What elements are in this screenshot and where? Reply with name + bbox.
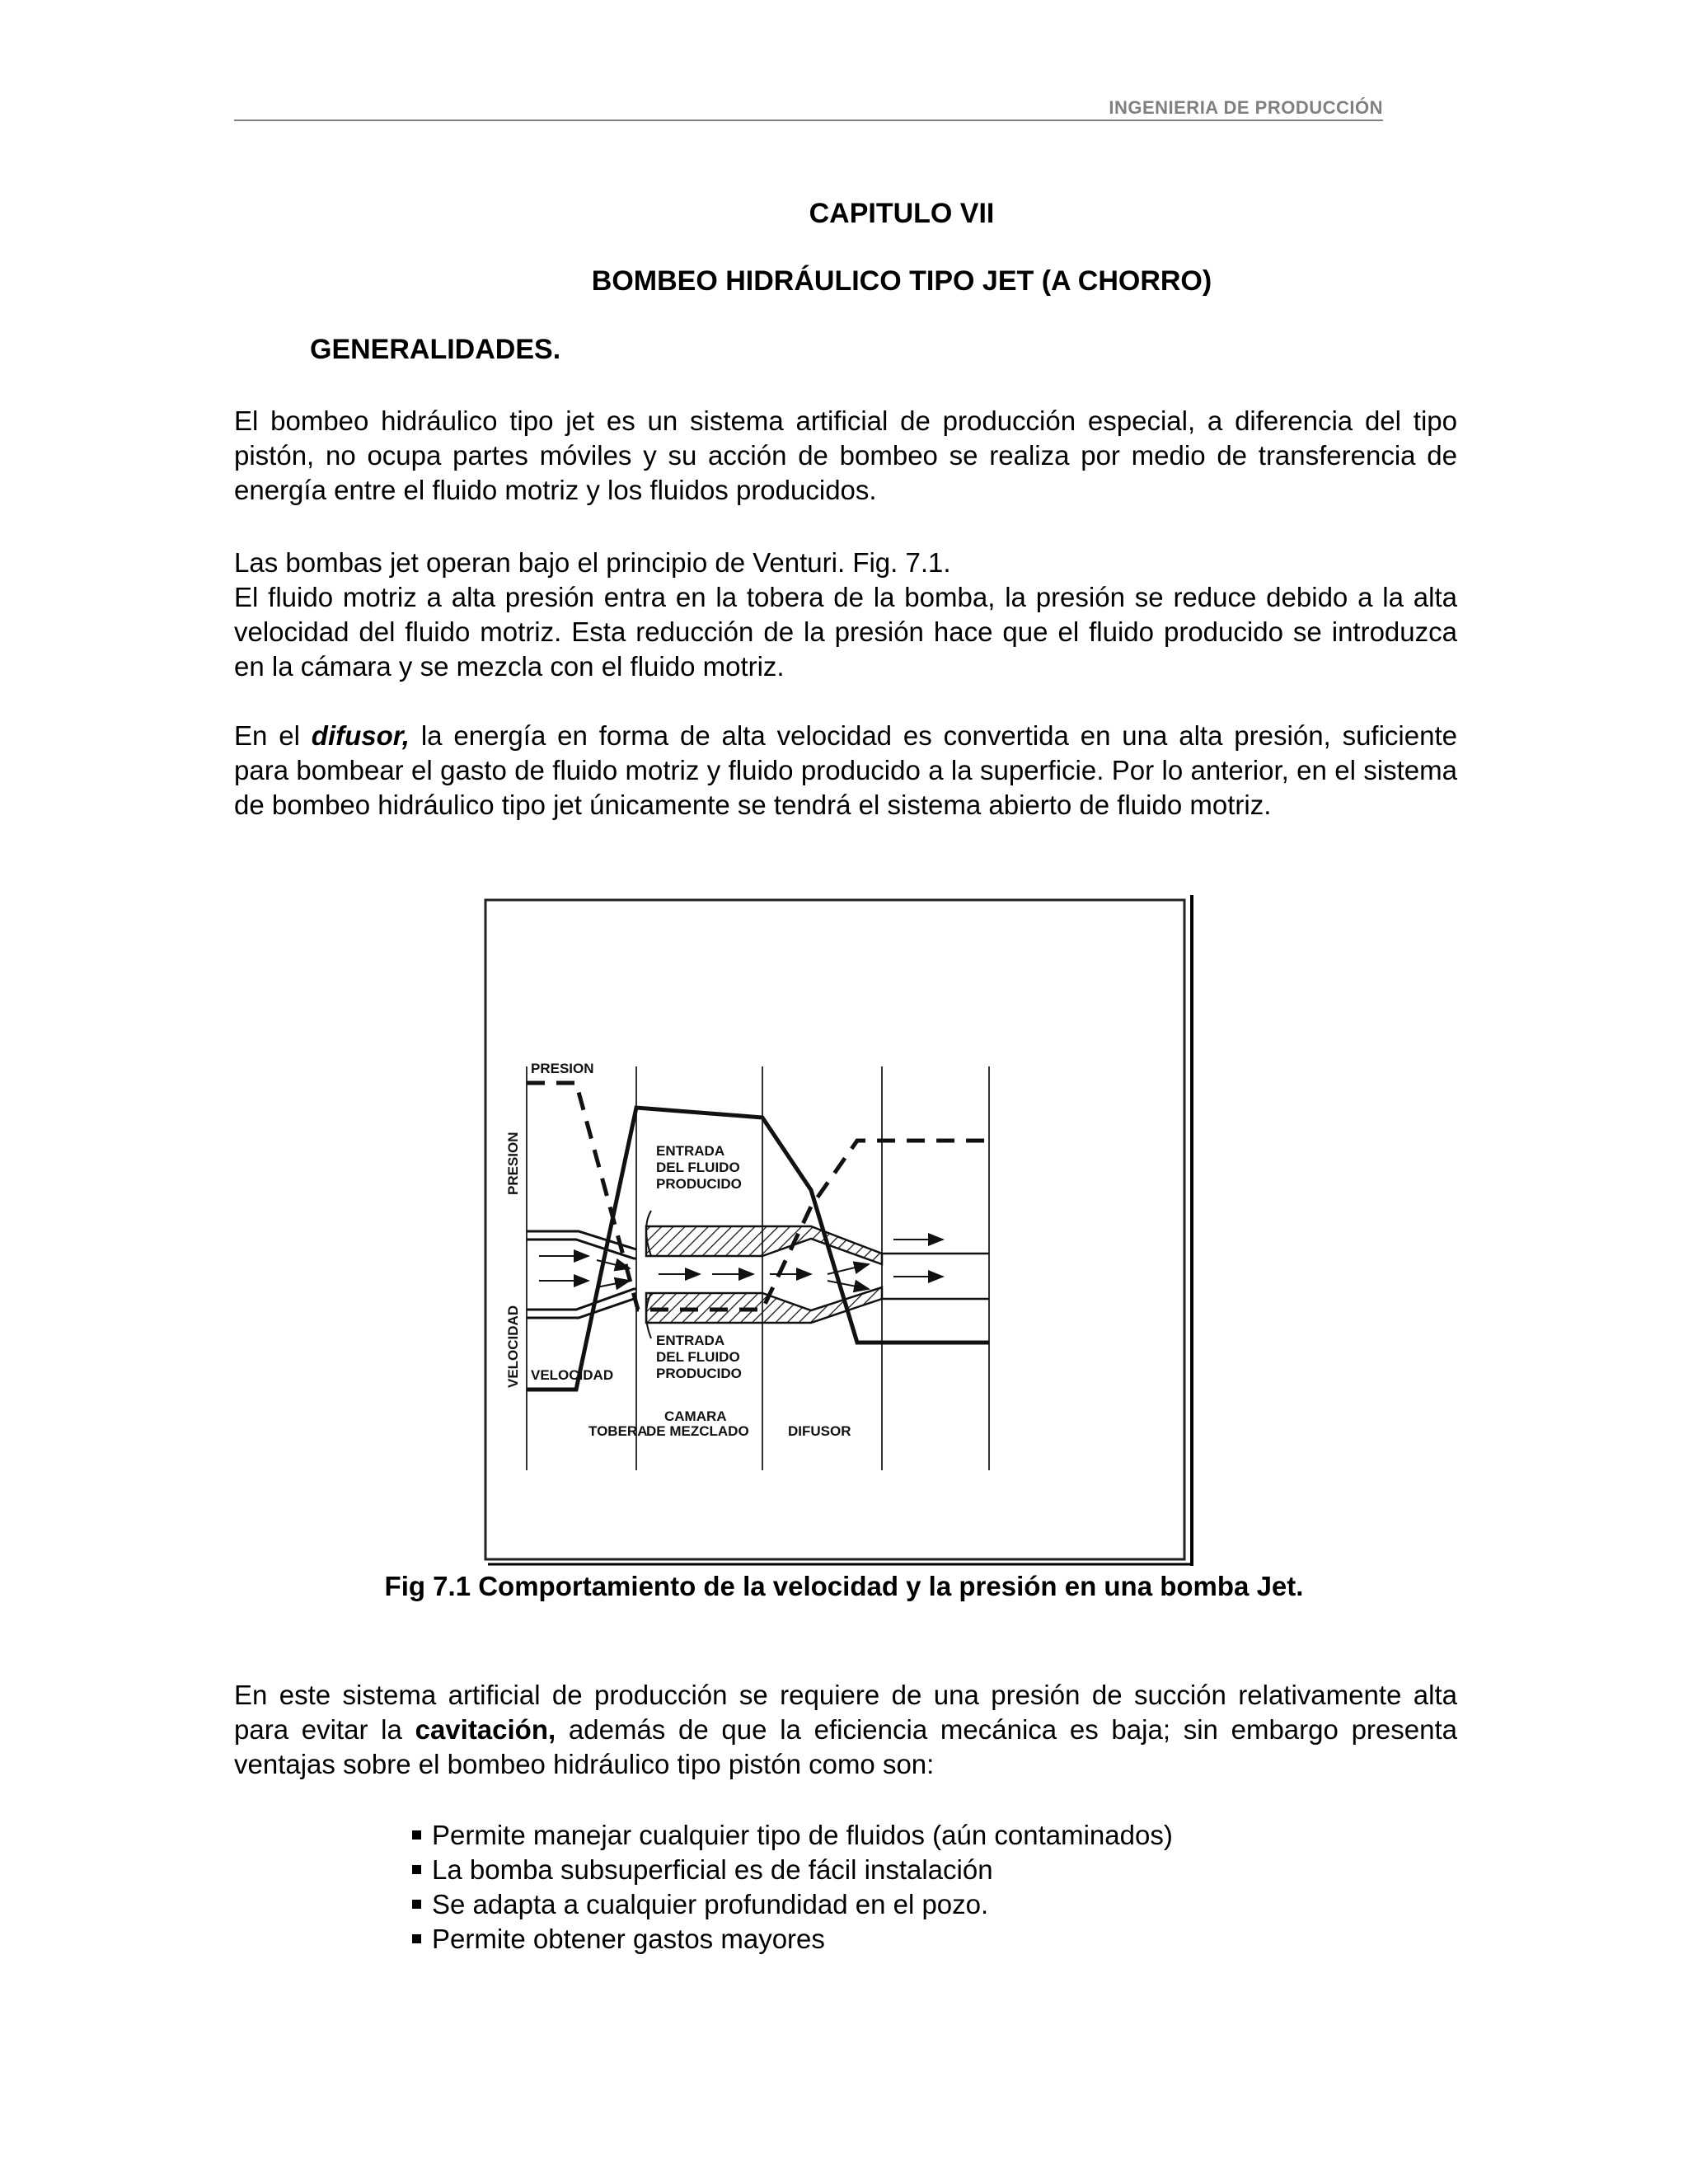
entrada-top-line3: PRODUCIDO <box>656 1176 742 1192</box>
paragraph-difusor <box>234 719 1457 823</box>
throat-upper-hatch <box>646 1226 882 1264</box>
chapter-title: CAPITULO VII <box>809 198 995 229</box>
paragraph-difusor-text: En el <box>234 720 312 751</box>
emphasis-cavitacion: cavitación, <box>415 1714 556 1745</box>
paragraph-cavitacion <box>234 1678 1457 1782</box>
header-rule <box>234 120 1383 121</box>
entrada-top-line2: DEL FLUIDO <box>656 1160 740 1175</box>
list-item: La bomba subsuperficial es de fácil instalación <box>410 1853 1173 1887</box>
section-heading: GENERALIDADES. <box>310 334 561 365</box>
figure-jet-pump <box>481 893 1198 1569</box>
advantages-list <box>410 1818 1173 1957</box>
paragraph-venturi: El fluido motriz a alta presión entra en la tobera de la bomba, la presión se reduce debido a la alta velocidad del fluido motriz. Esta reducción de la presión hace que el fluido producido se introduzca en la cámara y se mezcla con el fluido motriz. <box>234 582 1457 682</box>
entrada-bottom-line2: DEL FLUIDO <box>656 1349 740 1365</box>
section-label-camara-1: CAMARA <box>664 1408 727 1424</box>
entrada-bottom-line3: PRODUCIDO <box>656 1366 742 1381</box>
axis-label-velocidad: VELOCIDAD <box>505 1305 521 1388</box>
jet-pump-diagram <box>481 893 1198 1569</box>
presion-curve-label: PRESION <box>531 1061 594 1076</box>
list-item: Se adapta a cualquier profundidad en el pozo. <box>410 1887 1173 1922</box>
paragraph-intro: El bombeo hidráulico tipo jet es un sistema artificial de producción especial, a diferencia del tipo pistón, no ocupa partes móviles y su acción de bombeo se realiza por medio de transferencia de energía entre el fluido motriz y los fluidos producidos. <box>234 405 1457 505</box>
entrada-bottom-line1: ENTRADA <box>656 1333 725 1348</box>
section-label-difusor: DIFUSOR <box>788 1423 851 1439</box>
paragraph-difusor-text: la energía en forma de alta velocidad es convertida en una alta presión, suficiente para bombear el gasto de fluido motriz y fluido producido a la superficie. Por lo anterior, en el sistema de bombeo hidráulico tipo jet únicamente se tendrá el sistema abierto de fluido motriz. <box>234 720 1457 820</box>
pump-lower-wall <box>527 1289 636 1310</box>
entrada-top-line1: ENTRADA <box>656 1143 725 1159</box>
paragraph-venturi-lead: Las bombas jet operan bajo el principio de Venturi. Fig. 7.1. <box>234 547 951 578</box>
velocidad-curve-label: VELOCIDAD <box>531 1367 614 1383</box>
section-label-camara-2: DE MEZCLADO <box>646 1423 749 1439</box>
list-item: Permite obtener gastos mayores <box>410 1922 1173 1957</box>
section-label-tobera: TOBERA <box>588 1423 648 1439</box>
running-header: INGENIERIA DE PRODUCCIÓN <box>1109 97 1383 118</box>
axis-label-presion: PRESION <box>505 1132 521 1195</box>
emphasis-difusor: difusor, <box>311 720 410 751</box>
paragraph-cavitacion-text: En este sistema artificial de producción se requiere de una presión de succión relativamente alta para evitar la <box>234 1680 1457 1745</box>
figure-frame <box>485 900 1184 1559</box>
paragraph-cavitacion-text: además de que la eficiencia mecánica es baja; sin embargo presenta ventajas sobre el bombeo hidráulico tipo pistón como son: <box>234 1714 1457 1779</box>
chapter-subtitle: BOMBEO HIDRÁULICO TIPO JET (A CHORRO) <box>591 265 1212 297</box>
list-item: Permite manejar cualquier tipo de fluidos (aún contaminados) <box>410 1818 1173 1853</box>
figure-caption: Fig 7.1 Comportamiento de la velocidad y la presión en una bomba Jet. <box>384 1571 1304 1601</box>
